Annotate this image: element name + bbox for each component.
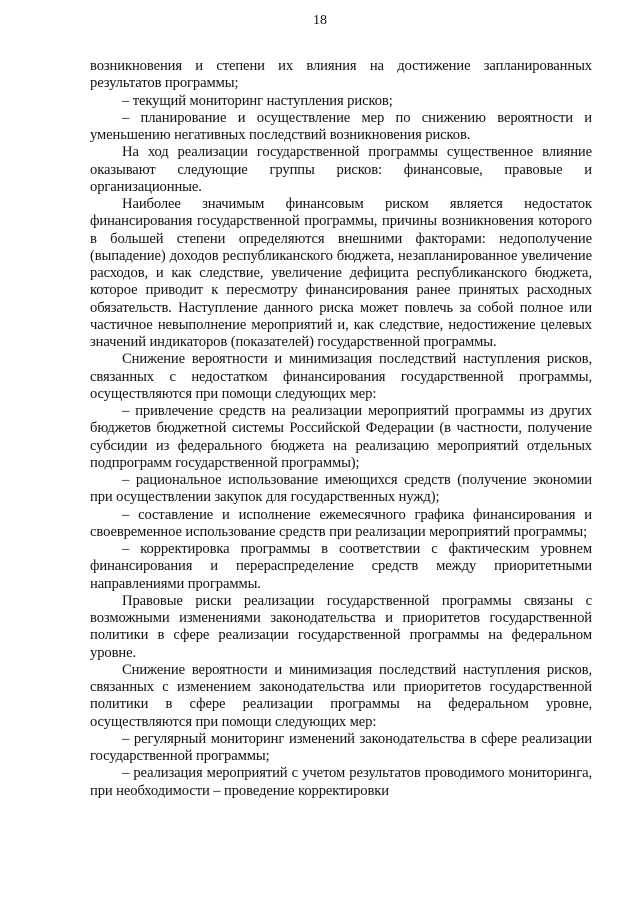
list-item-rational-use: – рациональное использование имеющихся средств (получение экономии при осуществлении закупок для государственных нужд);: [90, 472, 592, 506]
body-text: [90, 58, 592, 800]
paragraph-legal-risks: Правовые риски реализации государственной программы связаны с возможными изменениями законодательства и приоритетов государственной политики в сфере реализации государственной программы на федеральном уровне.: [90, 592, 592, 661]
list-item-monthly-schedule: – составление и исполнение ежемесячного графика финансирования и своевременное использование средств при реализации мероприятий программы;: [90, 506, 592, 540]
list-item-attracting-funds: – привлечение средств на реализации мероприятий программы из других бюджетов бюджетной системы Российской Федерации (в частности, получение субсидии из федерального бюджета на реализацию мероприятий отдельных подпрограмм государственной программы);: [90, 403, 592, 471]
list-item-program-adjustment: – корректировка программы в соответствии с фактическим уровнем финансирования и перераспределение средств между приоритетными направлениями программы.: [90, 541, 592, 592]
list-item-risk-planning: – планирование и осуществление мер по снижению вероятности и уменьшению негативных последствий возникновения рисков.: [90, 109, 592, 143]
page-number: 18: [313, 13, 327, 28]
list-item-monitoring-implementation: – реализация мероприятий с учетом результатов проводимого мониторинга, при необходимости – проведение корректировки: [90, 765, 592, 799]
paragraph-legal-measures-intro: Снижение вероятности и минимизация последствий наступления рисков, связанных с изменением законодательства или приоритетов государственной политики в сфере реализации программы на федеральном уровне, осуществляются при помощи следующих мер:: [90, 661, 592, 730]
paragraph-financial-risk: Наиболее значимым финансовым риском является недостаток финансирования государственной программы, причины возникновения которого в большей степени определяются внешними факторами: недополучение (выпадение) доходов республиканского бюджета, незапланированное увеличение расходов, и как следствие, увеличение дефицита республиканского бюджета, которое приводит к пересмотру финансирования ранее принятых расходных обязательств. Наступление данного риска может повлечь за собой полное или частичное невыполнение мероприятий и, как следствие, недостижение целевых значений индикаторов (показателей) государственной программы.: [90, 196, 592, 350]
paragraph-risk-groups: На ход реализации государственной программы существенное влияние оказывают следующие группы рисков: финансовые, правовые и организационные.: [90, 144, 592, 195]
list-item-legislation-monitoring: – регулярный мониторинг изменений законодательства в сфере реализации государственной программы;: [90, 730, 592, 764]
paragraph-risk-factors-continued: возникновения и степени их влияния на достижение запланированных результатов программы;: [90, 58, 592, 92]
paragraph-financial-measures-intro: Снижение вероятности и минимизация последствий наступления рисков, связанных с недостатком финансирования государственной программы, осуществляются при помощи следующих мер:: [90, 351, 592, 402]
list-item-risk-monitoring: – текущий мониторинг наступления рисков;: [122, 92, 393, 109]
